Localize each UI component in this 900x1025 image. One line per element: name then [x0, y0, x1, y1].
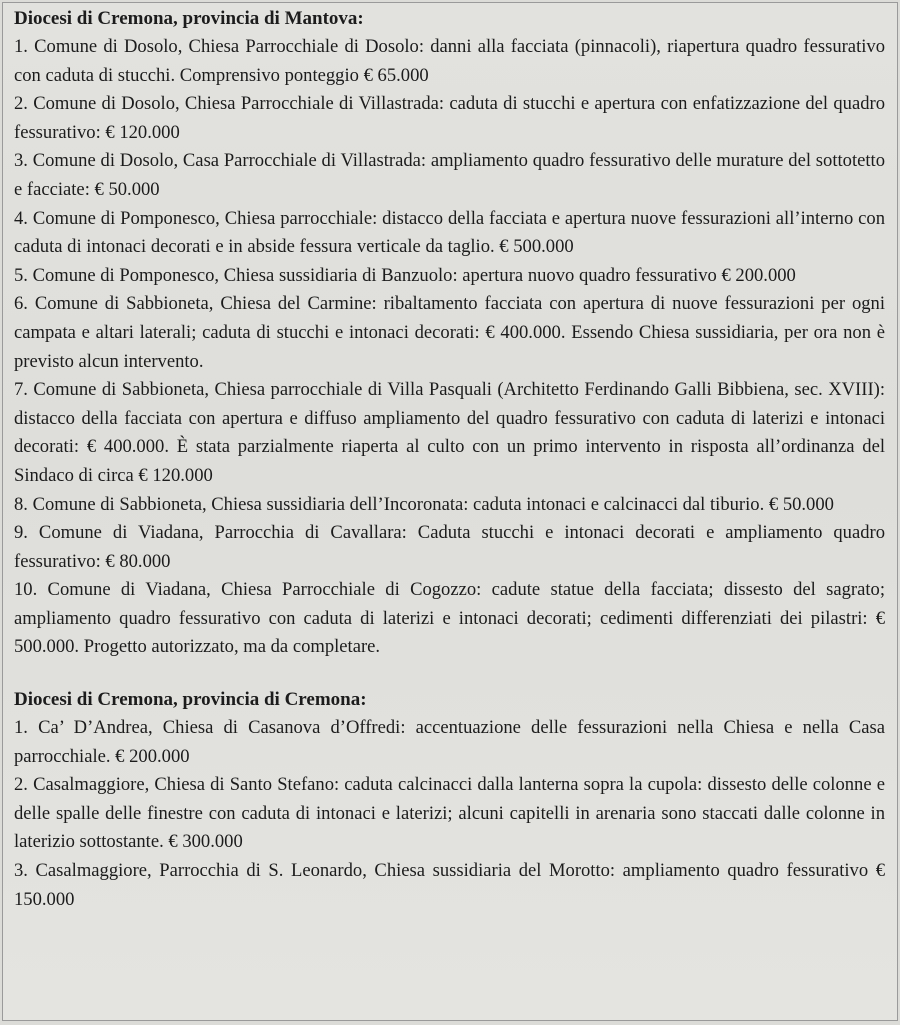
- section-cremona: [14, 686, 885, 914]
- section-mantova: [14, 5, 885, 662]
- section-heading: Diocesi di Cremona, provincia di Mantova:: [14, 8, 364, 29]
- list-item: 7. Comune di Sabbioneta, Chiesa parrocchiale di Villa Pasquali (Architetto Ferdinando Galli Bibbiena, sec. XVIII): distacco della facciata con apertura e diffuso ampliamento del quadro fessurativo con caduta di laterizi e intonaci decorati: € 400.000. È stata parzialmente riaperta al culto con un primo intervento in risposta all’ordinanza del Sindaco di circa € 120.000: [14, 379, 885, 486]
- list-item: 3. Comune di Dosolo, Casa Parrocchiale di Villastrada: ampliamento quadro fessurativo delle murature del sottotetto e facciate: € 50.000: [14, 150, 885, 200]
- list-item: 8. Comune di Sabbioneta, Chiesa sussidiaria dell’Incoronata: caduta intonaci e calcinacci dal tiburio. € 50.000: [14, 493, 834, 515]
- list-item: 1. Comune di Dosolo, Chiesa Parrocchiale di Dosolo: danni alla facciata (pinnacoli), riapertura quadro fessurativo con caduta di stucchi. Comprensivo ponteggio € 65.000: [14, 36, 885, 86]
- list-item: 2. Casalmaggiore, Chiesa di Santo Stefano: caduta calcinacci dalla lanterna sopra la cupola: dissesto delle colonne e delle spalle delle finestre con caduta di intonaci e laterizi; alcuni capitelli in arenaria sono staccati dalle colonne in laterizio sottostante. € 300.000: [14, 774, 885, 853]
- list-item: 3. Casalmaggiore, Parrocchia di S. Leonardo, Chiesa sussidiaria del Morotto: ampliamento quadro fessurativo € 150.000: [14, 860, 885, 910]
- list-item: 1. Ca’ D’Andrea, Chiesa di Casanova d’Offredi: accentuazione delle fessurazioni nella Chiesa e nella Casa parrocchiale. € 200.000: [14, 717, 885, 767]
- list-item: 9. Comune di Viadana, Parrocchia di Cavallara: Caduta stucchi e intonaci decorati e ampliamento quadro fessurativo: € 80.000: [14, 522, 885, 572]
- list-item: 6. Comune di Sabbioneta, Chiesa del Carmine: ribaltamento facciata con apertura di nuove fessurazioni per ogni campata e altari laterali; caduta di stucchi e intonaci decorati: € 400.000. Essendo Chiesa sussidiaria, per ora non è previsto alcun intervento.: [14, 293, 885, 372]
- list-item: 10. Comune di Viadana, Chiesa Parrocchiale di Cogozzo: cadute statue della facciata; dissesto del sagrato; ampliamento quadro fessurativo con caduta di laterizi e intonaci decorati; cedimenti differenziati dei pilastri: € 500.000. Progetto autorizzato, ma da completare.: [14, 579, 885, 658]
- list-item: 2. Comune di Dosolo, Chiesa Parrocchiale di Villastrada: caduta di stucchi e apertura con enfatizzazione del quadro fessurativo: € 120.000: [14, 93, 885, 143]
- document-page: [2, 2, 898, 1021]
- section-heading: Diocesi di Cremona, provincia di Cremona:: [14, 689, 367, 711]
- list-item: 5. Comune di Pomponesco, Chiesa sussidiaria di Banzuolo: apertura nuovo quadro fessurativo € 200.000: [14, 264, 796, 286]
- list-item: 4. Comune di Pomponesco, Chiesa parrocchiale: distacco della facciata e apertura nuove fessurazioni all’interno con caduta di intonaci decorati e in abside fessura verticale da taglio. € 500.000: [14, 207, 885, 258]
